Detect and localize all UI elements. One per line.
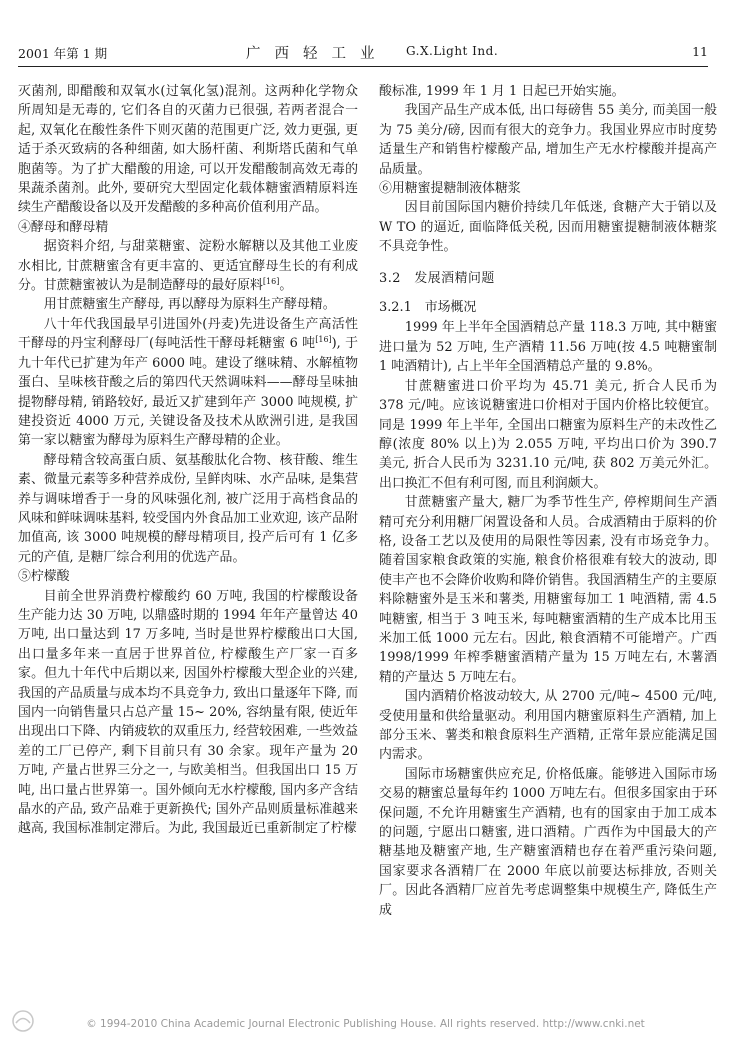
left-column xyxy=(18,82,358,839)
paragraph: 目前全世界消费柠檬酸约 60 万吨, 我国的柠檬酸设备生产能力达 30 万吨, 以鼎盛时期的 1994 年年产量曾达 40 万吨, 出口量达到 17 万多吨, 当时是世界柠檬酸出口大国, 出口量多年来一直居于世界首位, 柠檬酸生产厂家一百多家。但九十年代中后期以来, 因国外柠檬酸大型企业的兴建, 我国的产品质量与成本均不具竞争力, 致出口量逐年下降, 而国内一向销售量只占总产量 15~ 20%, 容纳量有限, 使近年出现出口下降、内销疲软的双重压力, 经营较困难, 一些效益差的工厂已停产, 剩下目前只有 30 余家。现年产量为 20 万吨, 产量占世界三分之一, 与欧美相当。但我国出口 15 万吨, 出口量占世界第一。国外倾向无水柠檬酸, 国内多产含结晶水的产品, 致产品难于更新换代; 国外产品则质量标准越来越高, 我国标准制定滞后。为此, 我国最近已重新制定了柠檬 xyxy=(18,588,358,837)
citation-ref: [16] xyxy=(262,277,280,287)
paragraph: 甘蔗糖蜜产量大, 糖厂为季节性生产, 停榨期间生产酒精可充分利用糖厂闲置设备和人员。合成酒精由于原料的价格, 设备工艺以及使用的局限性等因素, 没有市场竞争力。随着国家粮食政策的实施, 粮食价格很难有较大的波动, 即使丰产也不会降价收购和降价销售。我国酒精生产的主要原料除糖蜜外是玉米和薯类, 用糖蜜每加工 1 吨酒精, 需 4.5 吨糖蜜, 相当于 3 吨玉米, 每吨糖蜜酒精的生产成本比用玉米加工低 1000 元左右。因此, 粮食酒精不可能增产。广西 1998/1999 年榨季糖蜜酒精产量为 15 万吨左右, 木薯酒精的产量达 5 万吨左右。 xyxy=(379,495,717,685)
paragraph: 因目前国际国内糖价持续几年低迷, 食糖产大于销以及 W TO 的逼近, 面临降低关税, 因而用糖蜜提糖制液体糖浆不具竞争性。 xyxy=(379,200,717,255)
page-number: 11 xyxy=(692,44,708,59)
paragraph: 甘蔗糖蜜进口价平均为 45.71 美元, 折合人民币为 378 元/吨。应该说糖蜜进口价相对于国内价格比较便宜。同是 1999 年上半年, 全国出口糖蜜为原料生产的未改性乙醇(浓度 80% 以上)为 2.055 万吨, 平均出口价为 390.7 美元, 折合人民币为 3231.10 元/吨, 获 802 万美元外汇。出口换汇不但有利可图, 而且利润颇大。 xyxy=(379,378,717,491)
running-header xyxy=(18,40,708,67)
subsection-heading: ⑥用糖蜜提糖制液体糖浆 xyxy=(379,181,521,197)
right-column xyxy=(379,82,717,920)
paragraph: 1999 年上半年全国酒精总产量 118.3 万吨, 其中糖蜜进口量为 52 万吨, 生产酒精 11.56 万吨(按 4.5 吨糖蜜制 1 吨酒精计), 占上半年全国酒精总产量的 9.8%。 xyxy=(379,320,717,375)
paragraph-end: 。 xyxy=(279,278,293,294)
citation-ref: [16] xyxy=(315,335,332,345)
section-heading: 3.2 发展酒精问题 xyxy=(379,270,495,286)
paragraph: 酸标准, 1999 年 1 月 1 日起已开始实施。 xyxy=(379,84,625,99)
paragraph: 酵母精含较高蛋白质、氨基酸肽化合物、核苷酸、维生素、微量元素等多种营养成份, 呈鲜肉味、水产品味, 是集营养与调味增香于一身的风味强化剂, 被广泛用于高档食品的风味和鲜味调味基料, 较受国内外食品加工业欢迎, 该产品附加值高, 该 3000 吨规模的酵母精项目, 投产后可有 1 亿多元的产值, 是糖厂综合利用的优选产品。 xyxy=(18,452,358,565)
issue-label: 2001 年第 1 期 xyxy=(18,46,108,61)
paragraph: 灭菌剂, 即醋酸和双氧水(过氧化氢)混剂。这两种化学物众所周知是无毒的, 它们各自的灭菌力已很强, 若两者混合一起, 双氧化在酸性条件下则灭菌的范围更广泛, 效力更强, 更适于杀灭致病的各种细菌, 如大肠杆菌、利斯塔氏菌和气单胞菌等。为了扩大醋酸的用途, 可以开发醋酸制高效无毒的果蔬杀菌剂。此外, 要研究大型固定化载体糖蜜酒精原料连续生产醋酸设备以及开发醋酸的多种高价值利用产品。 xyxy=(18,84,358,216)
paragraph: 我国产品生产成本低, 出口每磅售 55 美分, 而美国一般为 75 美分/磅, 因而有很大的竞争力。我国业界应市时度势适量生产和销售柠檬酸产品, 增加生产无水柠檬酸并提高产品质量。 xyxy=(379,103,717,177)
paragraph-text: 据资料介绍, 与甜菜糖蜜、淀粉水解糖以及其他工业废水相比, 甘蔗糖蜜含有更丰富的、更适宜酵母生长的有利成分。甘蔗糖蜜被认为是制造酵母的最好原料 xyxy=(18,239,358,294)
journal-title-cn: 广西轻工业 xyxy=(246,46,389,62)
paragraph xyxy=(18,237,358,295)
paragraph: 用甘蔗糖蜜生产酵母, 再以酵母为原料生产酵母精。 xyxy=(43,297,336,313)
subsection-heading: ④酵母和酵母精 xyxy=(18,219,109,235)
paragraph: 国内酒精价格波动较大, 从 2700 元/吨~ 4500 元/吨, 受使用量和供给量驱动。利用国内糖蜜原料生产酒精, 加上部分玉米、薯类和粮食原料生产酒精, 正常年景应能满足国内需求。 xyxy=(379,689,717,763)
subsection-heading: 3.2.1 市场概况 xyxy=(379,300,477,316)
paragraph-text: 八十年代我国最早引进国外(丹麦)先进设备生产高活性干酵母的丹宝利酵母厂(每吨活性干酵母耗糖蜜 6 吨 xyxy=(18,316,358,352)
paragraph xyxy=(18,315,358,451)
journal-title-en: G.X.Light Ind. xyxy=(406,44,499,58)
paragraph-end: ), 于九十年代已扩建为年产 6000 吨。建设了继味精、水解植物蛋白、呈味核苷酸之后的第四代天然调味料——酵母呈味抽提物酵母精, 销路较好, 最近又扩建到年产 3000 吨规模, 扩建投资近 4000 万元, 关键设备及技术从欧洲引进, 是我国第一家以糖蜜为酵母为原料生产酵母精的企业。 xyxy=(18,336,358,449)
paragraph: 国际市场糖蜜供应充足, 价格低廉。能够进入国际市场交易的糖蜜总量每年约 1000 万吨左右。但很多国家由于环保问题, 不允许用糖蜜生产酒精, 也有的国家由于加工成本的问题, 宁愿出口糖蜜, 进口酒精。广西作为中国最大的产糖基地及糖蜜产地, 生产糖蜜酒精也存在着严重污染问题, 国家要求各酒精厂在 2000 年底以前要达标排放, 否则关厂。因此各酒精厂应首先考虑调整集中规模生产, 降低生产成 xyxy=(379,766,717,918)
subsection-heading: ⑤柠檬酸 xyxy=(18,569,70,585)
copyright-footer: © 1994-2010 China Academic Journal Electronic Publishing House. All rights reserved. http://www.cnki.net xyxy=(86,1018,645,1030)
